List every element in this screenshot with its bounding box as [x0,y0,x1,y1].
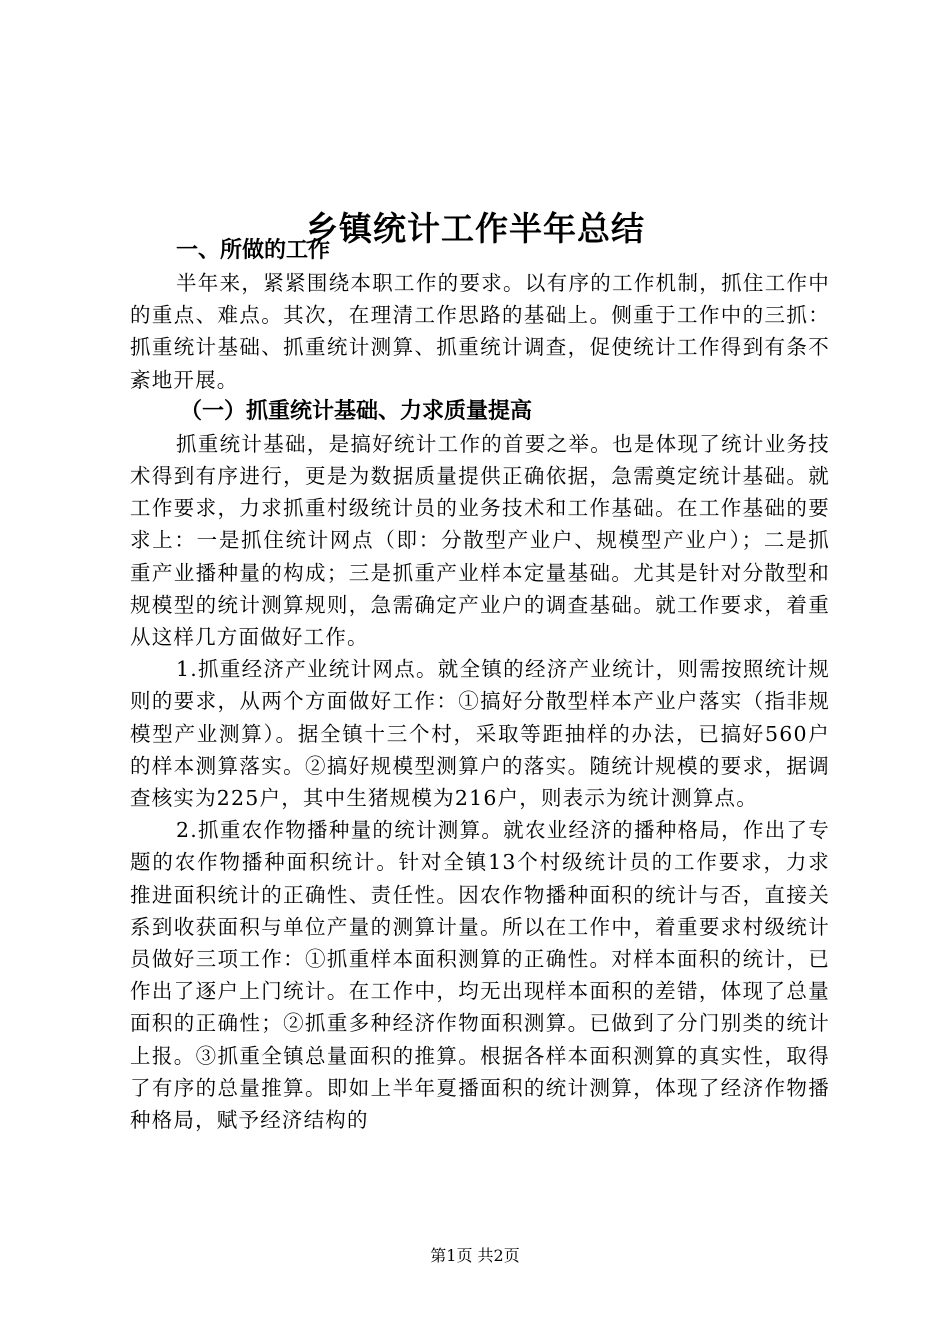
item-1-paragraph: 1.抓重经济产业统计网点。就全镇的经济产业统计，则需按照统计规则的要求，从两个方面做好工作：①搞好分散型样本产业户落实（指非规模型产业测算）。据全镇十三个村，采取等距抽样的办法，已搞好560户的样本测算落实。②搞好规模型测算户的落实。随统计规模的要求，据调查核实为225户，其中生猪规模为216户，则表示为统计测算点。 [130,657,830,811]
subsection-heading-statistics-foundation: （一）抓重统计基础、力求质量提高 [180,398,533,424]
document-body [130,235,830,1136]
foundation-paragraph: 抓重统计基础，是搞好统计工作的首要之举。也是体现了统计业务技术得到有序进行，更是为数据质量提供正确依据，急需奠定统计基础。就工作要求，力求抓重村级统计员的业务技术和工作基础。在工作基础的要求上：一是抓住统计网点（即：分散型产业户、规模型产业户）；二是抓重产业播种量的构成；三是抓重产业样本定量基础。尤其是针对分散型和规模型的统计测算规则，急需确定产业户的调查基础。就工作要求，着重从这样几方面做好工作。 [130,431,830,650]
intro-paragraph: 半年来，紧紧围绕本职工作的要求。以有序的工作机制，抓住工作中的重点、难点。其次，在理清工作思路的基础上。侧重于工作中的三抓：抓重统计基础、抓重统计测算、抓重统计调查，促使统计工作得到有条不紊地开展。 [130,271,830,392]
section-heading-work-done: 一、所做的工作 [176,238,331,263]
document-title: 乡镇统计工作半年总结 [305,209,645,249]
page-number-footer: 第1页 共2页 [430,1246,520,1265]
item-2-paragraph: 2.抓重农作物播种量的统计测算。就农业经济的播种格局，作出了专题的农作物播种面积统计。针对全镇13个村级统计员的工作要求，力求推进面积统计的正确性、责任性。因农作物播种面积的统计与否，直接关系到收获面积与单位产量的测算计量。所以在工作中，着重要求村级统计员做好三项工作：①抓重样本面积测算的正确性。对样本面积的统计，已作出了逐户上门统计。在工作中，均无出现样本面积的差错，体现了总量面积的正确性；②抓重多种经济作物面积测算。已做到了分门别类的统计上报。③抓重全镇总量面积的推算。根据各样本面积测算的真实性，取得了有序的总量推算。即如上半年夏播面积的统计测算，体现了经济作物播种格局，赋予经济结构的 [130,818,830,1133]
